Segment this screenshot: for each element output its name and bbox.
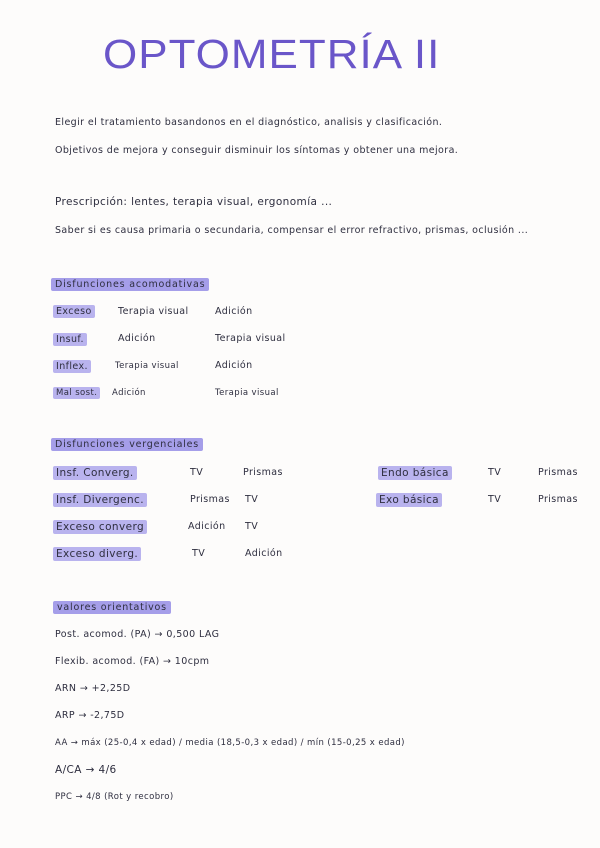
verg-row-name: Insf. Converg.	[53, 466, 137, 480]
verg-row-option-1: Prismas	[190, 494, 230, 505]
value-item: AA → máx (25-0,4 x edad) / media (18,5-0,3 x edad) / mín (15-0,25 x edad)	[55, 738, 405, 748]
intro-line-1: Elegir el tratamiento basandonos en el diagnóstico, analisis y clasificación.	[55, 117, 443, 128]
verg-right-option-1: TV	[488, 467, 502, 478]
acc-row-option-1: Adición	[118, 333, 156, 344]
verg-right-option-2: Prismas	[538, 494, 578, 505]
acc-row-option-2: Terapia visual	[215, 333, 286, 344]
acc-row-option-2: Terapia visual	[215, 388, 279, 398]
verg-row-option-2: TV	[245, 521, 259, 532]
verg-row-option-1: TV	[190, 467, 204, 478]
acc-row-name: Mal sost.	[53, 387, 100, 399]
verg-right-option-2: Prismas	[538, 467, 578, 478]
prescription-line: Prescripción: lentes, terapia visual, ergonomía ...	[55, 196, 333, 208]
cause-line: Saber si es causa primaria o secundaria, compensar el error refractivo, prismas, oclusión ...	[55, 225, 529, 236]
page-title: OPTOMETRÍA II	[103, 32, 441, 78]
verg-row-option-2: Adición	[245, 548, 283, 559]
acc-row-name: Inflex.	[53, 360, 91, 373]
verg-row-name: Exceso converg	[53, 520, 147, 534]
verg-row-name: Insf. Divergenc.	[53, 493, 147, 507]
acc-row-option-2: Adición	[215, 360, 253, 371]
value-item: ARN → +2,25D	[55, 683, 131, 694]
intro-line-2: Objetivos de mejora y conseguir disminuir los síntomas y obtener una mejora.	[55, 145, 459, 156]
verg-right-row-name: Exo básica	[376, 493, 442, 507]
value-item: Flexib. acomod. (FA) → 10cpm	[55, 656, 210, 667]
verg-row-option-2: Prismas	[243, 467, 283, 478]
verg-row-option-1: TV	[192, 548, 206, 559]
acc-row-option-2: Adición	[215, 306, 253, 317]
acc-row-option-1: Adición	[112, 388, 146, 398]
acc-row-name: Insuf.	[53, 333, 87, 346]
verg-row-option-1: Adición	[188, 521, 226, 532]
verg-row-name: Exceso diverg.	[53, 547, 141, 561]
acc-row-option-1: Terapia visual	[118, 306, 189, 317]
verg-right-option-1: TV	[488, 494, 502, 505]
value-item: Post. acomod. (PA) → 0,500 LAG	[55, 629, 220, 640]
value-item: PPC → 4/8 (Rot y recobro)	[55, 792, 174, 802]
accommodative-heading: Disfunciones acomodativas	[51, 278, 209, 291]
value-item: ARP → -2,75D	[55, 710, 125, 721]
acc-row-name: Exceso	[53, 305, 95, 318]
vergence-heading: Disfunciones vergenciales	[51, 438, 203, 451]
values-heading: valores orientativos	[53, 601, 171, 614]
verg-right-row-name: Endo básica	[378, 466, 452, 480]
verg-row-option-2: TV	[245, 494, 259, 505]
value-item: A/CA → 4/6	[55, 764, 117, 776]
acc-row-option-1: Terapia visual	[115, 361, 179, 371]
